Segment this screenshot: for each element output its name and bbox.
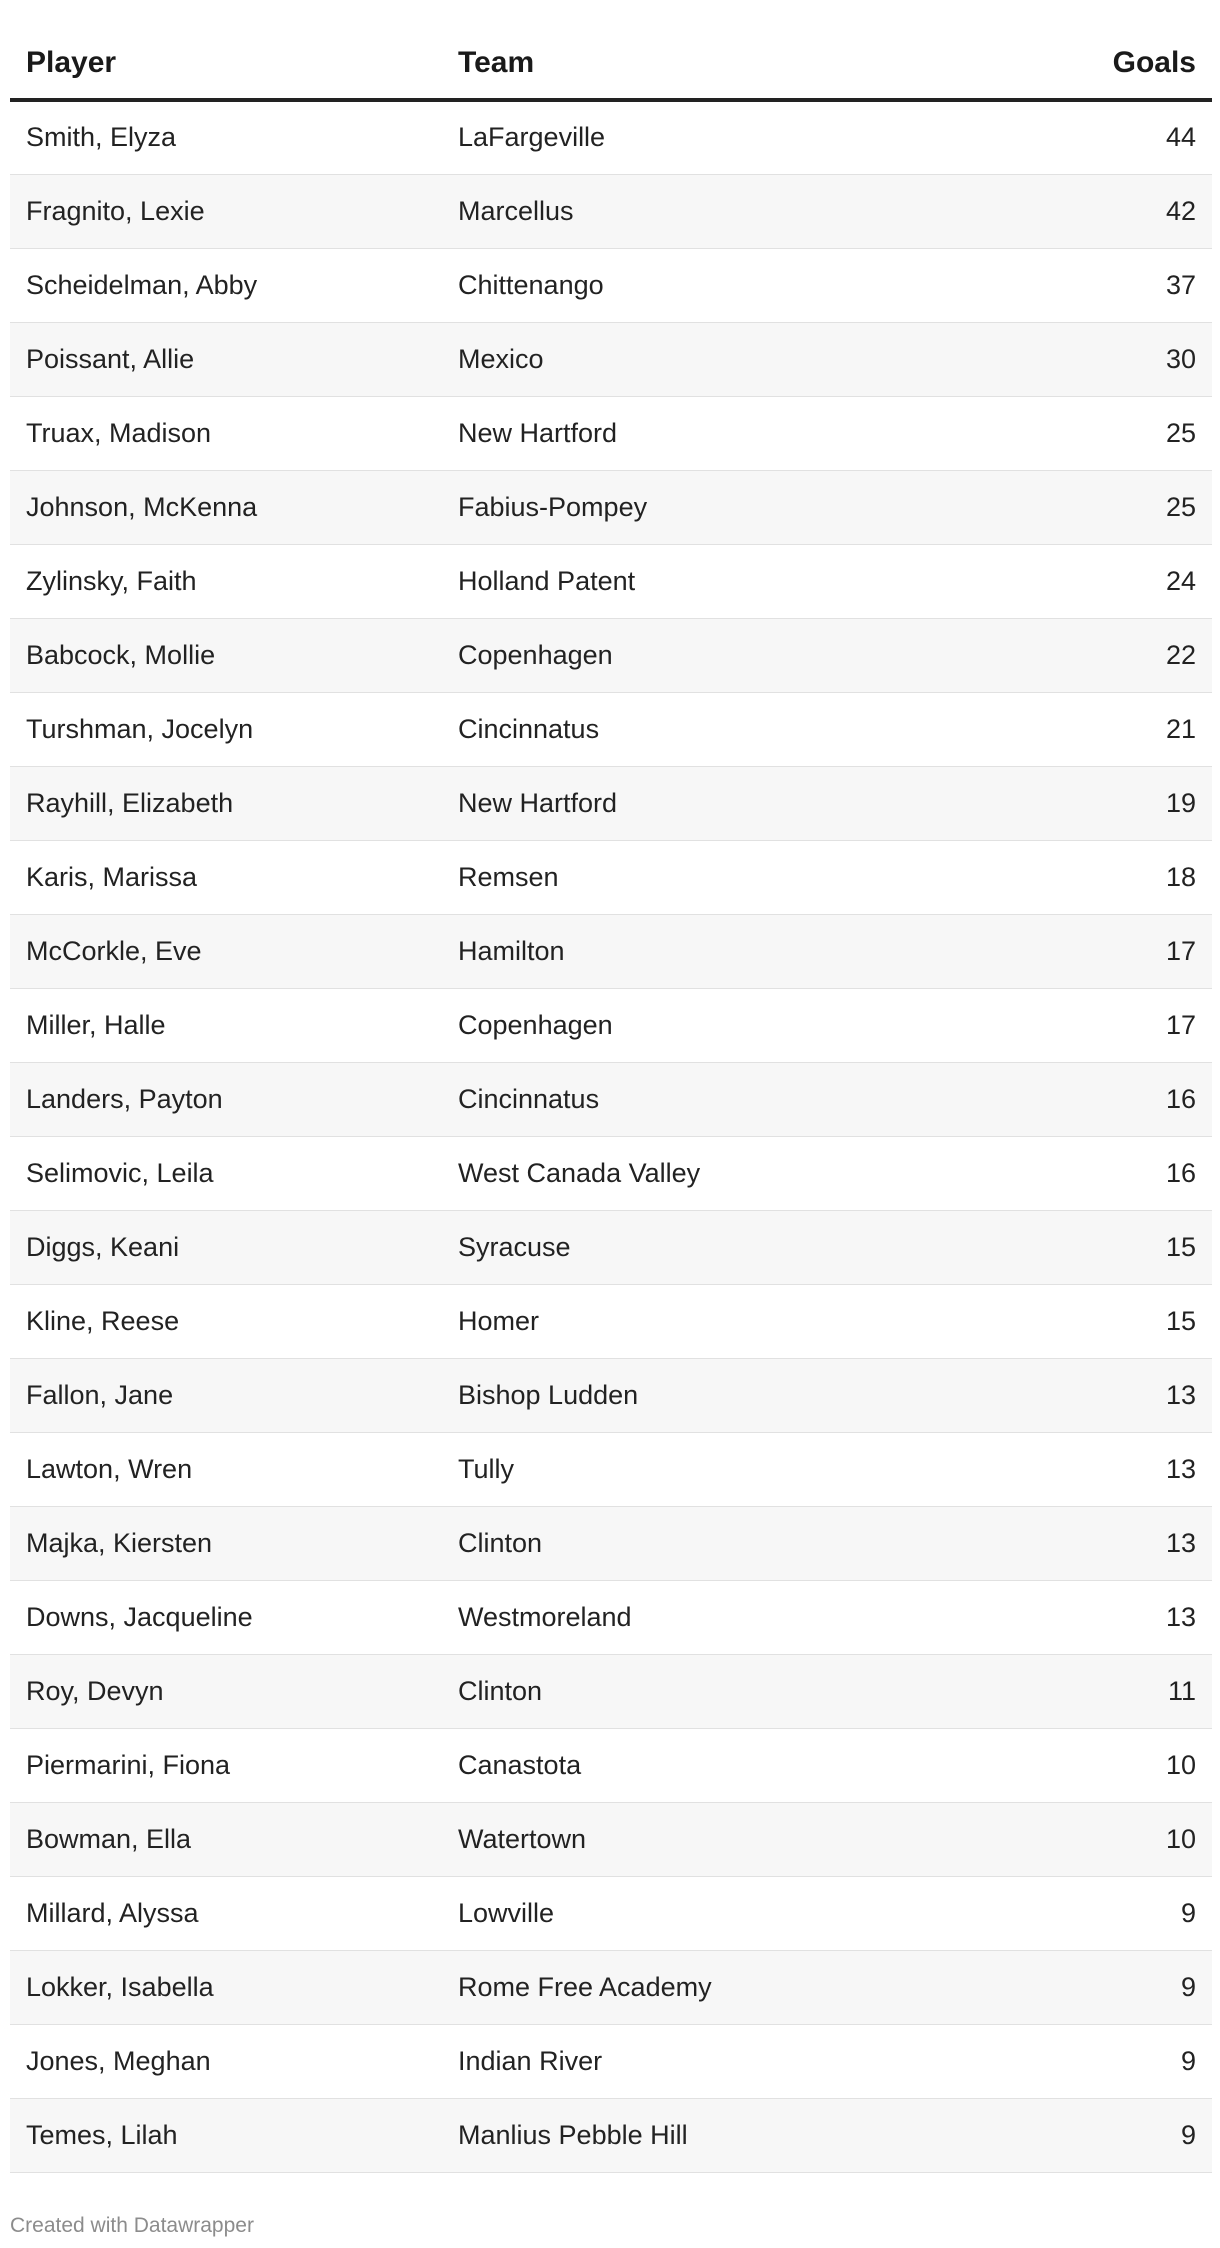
cell-player: McCorkle, Eve — [10, 914, 442, 988]
cell-team: Copenhagen — [442, 988, 1042, 1062]
cell-player: Roy, Devyn — [10, 1654, 442, 1728]
cell-goals: 25 — [1042, 470, 1212, 544]
table-row — [10, 248, 1212, 322]
cell-goals: 11 — [1042, 1654, 1212, 1728]
table-row — [10, 1580, 1212, 1654]
table-row — [10, 1358, 1212, 1432]
table-row — [10, 1506, 1212, 1580]
goals-table — [10, 28, 1212, 2173]
cell-team: Lowville — [442, 1876, 1042, 1950]
cell-team: Chittenango — [442, 248, 1042, 322]
table-row — [10, 2024, 1212, 2098]
cell-goals: 13 — [1042, 1580, 1212, 1654]
cell-goals: 19 — [1042, 766, 1212, 840]
cell-goals: 9 — [1042, 2098, 1212, 2172]
goals-table-container — [10, 28, 1212, 2173]
table-row — [10, 1654, 1212, 1728]
cell-team: Watertown — [442, 1802, 1042, 1876]
cell-goals: 18 — [1042, 840, 1212, 914]
cell-player: Truax, Madison — [10, 396, 442, 470]
cell-goals: 15 — [1042, 1284, 1212, 1358]
cell-goals: 13 — [1042, 1432, 1212, 1506]
table-row — [10, 618, 1212, 692]
table-row — [10, 396, 1212, 470]
table-row — [10, 766, 1212, 840]
cell-player: Poissant, Allie — [10, 322, 442, 396]
table-row — [10, 1950, 1212, 2024]
column-header-goals[interactable]: Goals — [1042, 28, 1212, 100]
cell-team: Fabius-Pompey — [442, 470, 1042, 544]
cell-goals: 37 — [1042, 248, 1212, 322]
cell-team: LaFargeville — [442, 100, 1042, 174]
cell-goals: 13 — [1042, 1506, 1212, 1580]
cell-player: Piermarini, Fiona — [10, 1728, 442, 1802]
cell-team: Cincinnatus — [442, 1062, 1042, 1136]
cell-team: Copenhagen — [442, 618, 1042, 692]
cell-player: Babcock, Mollie — [10, 618, 442, 692]
cell-goals: 10 — [1042, 1728, 1212, 1802]
cell-team: Cincinnatus — [442, 692, 1042, 766]
table-row — [10, 1802, 1212, 1876]
table-row — [10, 840, 1212, 914]
cell-player: Karis, Marissa — [10, 840, 442, 914]
cell-goals: 22 — [1042, 618, 1212, 692]
table-row — [10, 100, 1212, 174]
cell-player: Fragnito, Lexie — [10, 174, 442, 248]
cell-player: Temes, Lilah — [10, 2098, 442, 2172]
table-row — [10, 1876, 1212, 1950]
column-header-player[interactable]: Player — [10, 28, 442, 100]
cell-team: New Hartford — [442, 766, 1042, 840]
cell-player: Diggs, Keani — [10, 1210, 442, 1284]
cell-player: Majka, Kiersten — [10, 1506, 442, 1580]
cell-team: Clinton — [442, 1506, 1042, 1580]
cell-player: Millard, Alyssa — [10, 1876, 442, 1950]
cell-player: Zylinsky, Faith — [10, 544, 442, 618]
table-row — [10, 174, 1212, 248]
cell-team: Holland Patent — [442, 544, 1042, 618]
footer-credit[interactable]: Created with Datawrapper — [10, 2214, 254, 2237]
cell-goals: 9 — [1042, 1950, 1212, 2024]
cell-team: Clinton — [442, 1654, 1042, 1728]
cell-team: New Hartford — [442, 396, 1042, 470]
cell-player: Jones, Meghan — [10, 2024, 442, 2098]
cell-team: Remsen — [442, 840, 1042, 914]
cell-team: Syracuse — [442, 1210, 1042, 1284]
cell-goals: 16 — [1042, 1136, 1212, 1210]
cell-goals: 9 — [1042, 2024, 1212, 2098]
cell-goals: 17 — [1042, 988, 1212, 1062]
cell-goals: 21 — [1042, 692, 1212, 766]
cell-team: Canastota — [442, 1728, 1042, 1802]
cell-player: Downs, Jacqueline — [10, 1580, 442, 1654]
cell-goals: 10 — [1042, 1802, 1212, 1876]
cell-goals: 30 — [1042, 322, 1212, 396]
table-row — [10, 1136, 1212, 1210]
table-row — [10, 2098, 1212, 2172]
cell-goals: 25 — [1042, 396, 1212, 470]
cell-team: Bishop Ludden — [442, 1358, 1042, 1432]
cell-team: Mexico — [442, 322, 1042, 396]
table-row — [10, 692, 1212, 766]
cell-player: Turshman, Jocelyn — [10, 692, 442, 766]
table-row — [10, 1062, 1212, 1136]
cell-team: Homer — [442, 1284, 1042, 1358]
table-body — [10, 100, 1212, 2172]
cell-player: Rayhill, Elizabeth — [10, 766, 442, 840]
cell-goals: 42 — [1042, 174, 1212, 248]
table-row — [10, 988, 1212, 1062]
cell-player: Miller, Halle — [10, 988, 442, 1062]
cell-player: Lawton, Wren — [10, 1432, 442, 1506]
cell-goals: 13 — [1042, 1358, 1212, 1432]
table-row — [10, 470, 1212, 544]
table-row — [10, 914, 1212, 988]
cell-player: Smith, Elyza — [10, 100, 442, 174]
cell-player: Scheidelman, Abby — [10, 248, 442, 322]
cell-team: Tully — [442, 1432, 1042, 1506]
table-row — [10, 1210, 1212, 1284]
cell-player: Fallon, Jane — [10, 1358, 442, 1432]
cell-player: Lokker, Isabella — [10, 1950, 442, 2024]
cell-goals: 44 — [1042, 100, 1212, 174]
table-row — [10, 1728, 1212, 1802]
cell-player: Kline, Reese — [10, 1284, 442, 1358]
cell-team: Indian River — [442, 2024, 1042, 2098]
cell-player: Landers, Payton — [10, 1062, 442, 1136]
cell-goals: 16 — [1042, 1062, 1212, 1136]
cell-goals: 9 — [1042, 1876, 1212, 1950]
cell-team: Rome Free Academy — [442, 1950, 1042, 2024]
column-header-team[interactable]: Team — [442, 28, 1042, 100]
cell-goals: 24 — [1042, 544, 1212, 618]
cell-player: Bowman, Ella — [10, 1802, 442, 1876]
table-header — [10, 28, 1212, 100]
table-row — [10, 1432, 1212, 1506]
cell-team: Westmoreland — [442, 1580, 1042, 1654]
table-row — [10, 1284, 1212, 1358]
cell-team: Marcellus — [442, 174, 1042, 248]
cell-team: West Canada Valley — [442, 1136, 1042, 1210]
cell-goals: 15 — [1042, 1210, 1212, 1284]
cell-player: Johnson, McKenna — [10, 470, 442, 544]
header-row — [10, 28, 1212, 100]
cell-team: Manlius Pebble Hill — [442, 2098, 1042, 2172]
cell-goals: 17 — [1042, 914, 1212, 988]
cell-team: Hamilton — [442, 914, 1042, 988]
table-row — [10, 544, 1212, 618]
table-row — [10, 322, 1212, 396]
cell-player: Selimovic, Leila — [10, 1136, 442, 1210]
